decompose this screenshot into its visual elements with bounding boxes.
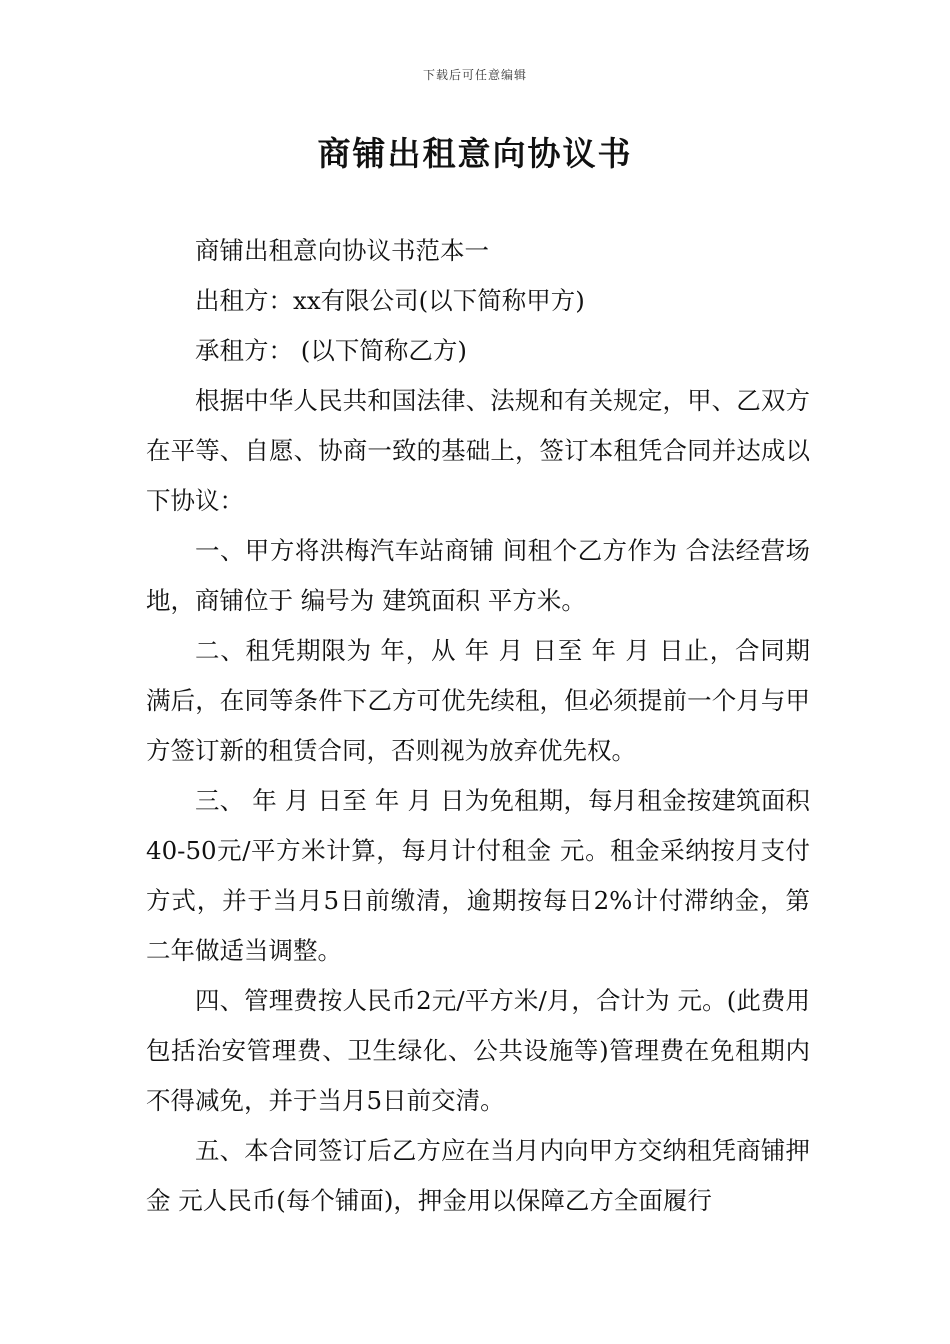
document-body xyxy=(146,226,810,1226)
paragraph-clause-4: 四、管理费按人民币2元/平方米/月，合计为 元。(此费用包括治安管理费、卫生绿化、公共设施等)管理费在免租期内不得减免，并于当月5日前交清。 xyxy=(146,986,810,1115)
header-note: 下载后可任意编辑 xyxy=(422,68,527,82)
paragraph-preamble: 根据中华人民共和国法律、法规和有关规定，甲、乙双方在平等、自愿、协商一致的基础上，签订本租凭合同并达成以下协议： xyxy=(146,386,810,515)
paragraph-subtitle: 商铺出租意向协议书范本一 xyxy=(195,236,489,265)
paragraph-lessee: 承租方： (以下简称乙方) xyxy=(195,336,467,365)
paragraph-clause-2: 二、租凭期限为 年，从 年 月 日至 年 月 日止，合同期满后，在同等条件下乙方可优先续租，但必须提前一个月与甲方签订新的租赁合同，否则视为放弃优先权。 xyxy=(146,636,810,765)
paragraph-clause-1: 一、甲方将洪梅汽车站商铺 间租个乙方作为 合法经营场地，商铺位于 编号为 建筑面积 平方米。 xyxy=(146,536,810,615)
document-title: 商铺出租意向协议书 xyxy=(317,134,633,173)
paragraph-lessor: 出租方：xx有限公司(以下简称甲方) xyxy=(195,286,585,315)
paragraph-clause-3: 三、 年 月 日至 年 月 日为免租期，每月租金按建筑面积40-50元/平方米计算，每月计付租金 元。租金采纳按月支付方式，并于当月5日前缴清，逾期按每日2%计付滞纳金，第二年做适当调整。 xyxy=(146,786,810,965)
paragraph-clause-5: 五、本合同签订后乙方应在当月内向甲方交纳租凭商铺押金 元人民币(每个铺面)，押金用以保障乙方全面履行 xyxy=(146,1136,810,1215)
